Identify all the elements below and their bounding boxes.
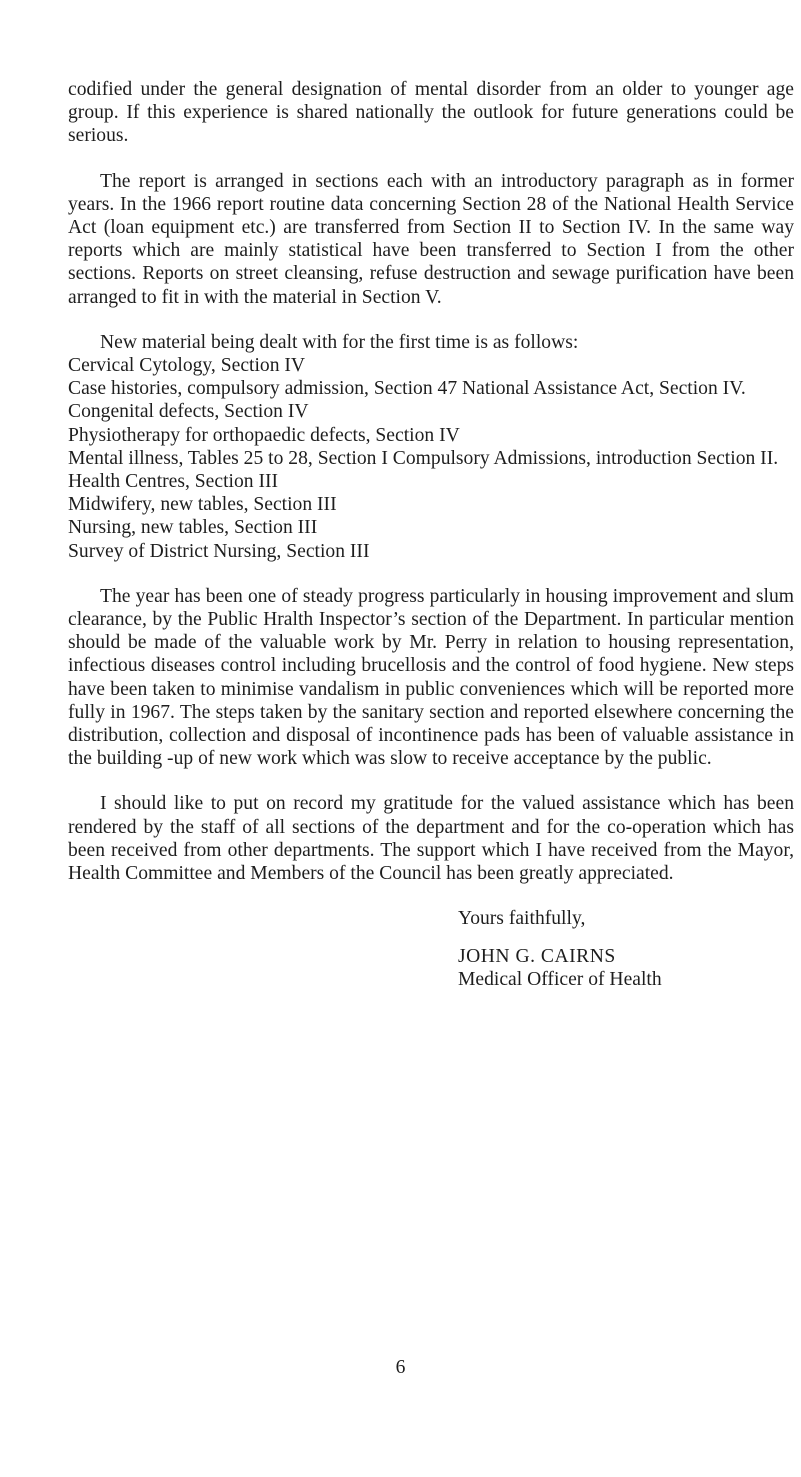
page-number: 6: [395, 1357, 406, 1378]
paragraph-gratitude: I should like to put on record my gratitude for the valued assistance which has been rendered by the staff of all sections of the department and for the co-operation which has been received from other departments. The support which I have received from the Mayor, Health Committee and Members of the Council has been greatly appreciated.: [68, 793, 794, 885]
list-item: Mental illness, Tables 25 to 28, Section I Compulsory Admissions, introduction Section II.: [68, 447, 779, 469]
paragraph-continuation: codified under the general designation of mental disorder from an older to younger age group. If this experience is shared nationally the outlook for future generations could be serious.: [68, 79, 794, 147]
new-material-intro: New material being dealt with for the first time is as follows:: [100, 331, 579, 353]
signature-block: [458, 907, 794, 991]
list-item: Health Centres, Section III: [68, 471, 279, 493]
salutation: Yours faithfully,: [458, 908, 586, 930]
letter-page: [68, 78, 794, 991]
paragraph-report-arrangement: The report is arranged in sections each with an introductory paragraph as in former years. In the 1966 report routine data concerning Section 28 of the National Health Service Act (loan equipment etc.) are transferred from Section II to Section IV. In the same way reports which are mainly statistical have been transferred to Section I from the other sections. Reports on street cleansing, refuse destruction and sewage purification have been arranged to fit in with the material in Section V.: [68, 170, 794, 308]
list-item: Nursing, new tables, Section III: [68, 517, 318, 539]
list-item: Congenital defects, Section IV: [68, 401, 309, 423]
paragraph-year-progress: The year has been one of steady progress particularly in housing improvement and slum clearance, by the Public Hralth Inspector’s section of the Department. In particular mention should be made of the valuable work by Mr. Perry in relation to housing representation, infectious diseases control including brucellosis and the control of food hygiene. New steps have been taken to minimise vandalism in public conveniences which will be reported more fully in 1967. The steps taken by the sanitary section and reported elsewhere concerning the distribution, collection and disposal of incontinence pads has been of valuable assistance in the building -up of new work which was slow to receive acceptance by the public.: [68, 585, 794, 770]
new-material-list: [68, 354, 794, 563]
list-item: Cervical Cytology, Section IV: [68, 355, 306, 377]
list-item: Survey of District Nursing, Section III: [68, 540, 370, 562]
signatory-name: JOHN G. CAIRNS: [458, 945, 616, 967]
list-item: Physiotherapy for orthopaedic defects, Section IV: [68, 424, 460, 446]
list-item: Midwifery, new tables, Section III: [68, 494, 337, 516]
signatory-title: Medical Officer of Health: [458, 968, 662, 990]
list-item: Case histories, compulsory admission, Section 47 National Assistance Act, Section IV.: [68, 378, 746, 400]
